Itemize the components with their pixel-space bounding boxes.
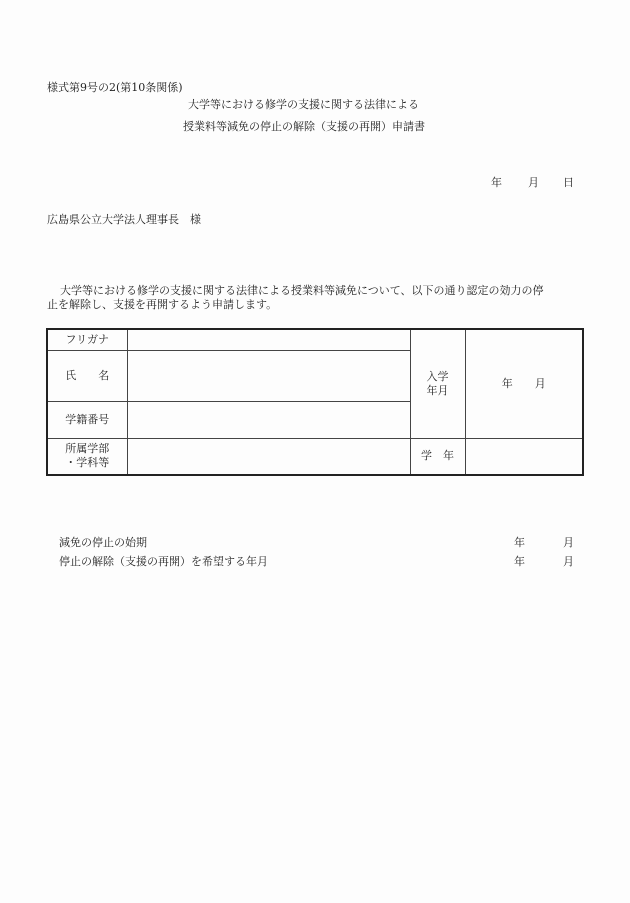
item-month: 月 [563, 536, 574, 549]
furigana-label: フリガナ [47, 329, 127, 350]
date-year: 年 [491, 176, 502, 189]
student-id-label: 学籍番号 [47, 401, 127, 438]
enroll-value[interactable]: 年 月 [465, 329, 583, 438]
name-label: 氏 名 [47, 350, 127, 401]
name-field[interactable] [127, 350, 410, 401]
title-line2: 授業料等減免の停止の解除（支援の再開）申請書 [183, 120, 425, 133]
enroll-label-1: 入学 [426, 369, 449, 383]
body-line2: 止を解除し、支援を再開するよう申請します。 [47, 298, 278, 311]
form-number: 様式第9号の2(第10条関係) [47, 81, 183, 94]
title-line1: 大学等における修学の支援に関する法律による [188, 98, 419, 111]
dept-label-1: 所属学部 [65, 442, 110, 456]
dept-label-2: ・学科等 [65, 456, 110, 470]
addressee: 広島県公立大学法人理事長 様 [47, 213, 201, 226]
furigana-field[interactable] [127, 329, 410, 350]
date-month: 月 [528, 176, 539, 189]
item-label: 減免の停止の始期 [59, 536, 147, 549]
item-year: 年 [514, 536, 525, 549]
item-month: 月 [563, 555, 574, 568]
grade-label: 学 年 [410, 438, 465, 475]
body-line1: 大学等における修学の支援に関する法律による授業料等減免について、以下の通り認定の効力の停 [60, 284, 544, 297]
item-year: 年 [514, 555, 525, 568]
applicant-table [46, 328, 584, 476]
student-id-field[interactable] [127, 401, 410, 438]
grade-field[interactable] [465, 438, 583, 475]
date-day: 日 [563, 176, 574, 189]
item-label: 停止の解除（支援の再開）を希望する年月 [59, 555, 268, 568]
dept-field[interactable] [127, 438, 410, 475]
enroll-label-2: 年月 [426, 383, 449, 397]
